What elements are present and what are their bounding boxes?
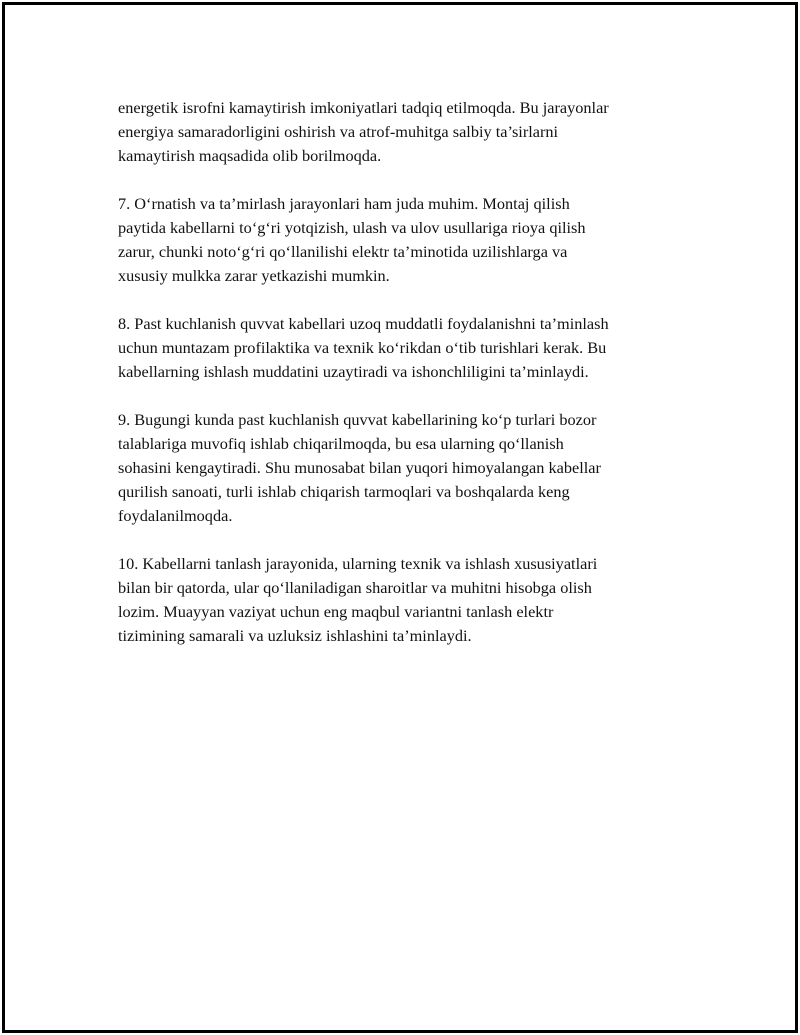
paragraph-item-9 <box>118 408 693 528</box>
text-line: xususiy mulkka zarar yetkazishi mumkin. <box>118 266 390 285</box>
text-line: 7. O‘rnatish va ta’mirlash jarayonlari ham juda muhim. Montaj qilish <box>118 194 570 213</box>
text-line: zarur, chunki noto‘g‘ri qo‘llanilishi elektr ta’minotida uzilishlarga va <box>118 242 568 261</box>
page-frame <box>2 2 798 1033</box>
paragraph-item-10 <box>118 552 693 648</box>
text-line: foydalanilmoqda. <box>118 506 233 525</box>
document-body <box>118 96 693 672</box>
text-line: sohasini kengaytiradi. Shu munosabat bilan yuqori himoyalangan kabellar <box>118 458 601 477</box>
paragraph-item-7 <box>118 192 693 288</box>
text-line: lozim. Muayyan vaziyat uchun eng maqbul variantni tanlash elektr <box>118 602 554 621</box>
text-line: 8. Past kuchlanish quvvat kabellari uzoq muddatli foydalanishni ta’minlash <box>118 314 609 333</box>
text-line: 9. Bugungi kunda past kuchlanish quvvat kabellarining ko‘p turlari bozor <box>118 410 597 429</box>
text-line: paytida kabellarni to‘g‘ri yotqizish, ulash va ulov usullariga rioya qilish <box>118 218 586 237</box>
text-line: 10. Kabellarni tanlash jarayonida, ularning texnik va ishlash xususiyatlari <box>118 554 598 573</box>
text-line: energetik isrofni kamaytirish imkoniyatlari tadqiq etilmoqda. Bu jarayonlar <box>118 98 609 117</box>
text-line: tizimining samarali va uzluksiz ishlashini ta’minlaydi. <box>118 626 472 645</box>
paragraph-continuation <box>118 96 693 168</box>
text-line: kabellarning ishlash muddatini uzaytiradi va ishonchliligini ta’minlaydi. <box>118 362 589 381</box>
text-line: kamaytirish maqsadida olib borilmoqda. <box>118 146 382 165</box>
text-line: bilan bir qatorda, ular qo‘llaniladigan sharoitlar va muhitni hisobga olish <box>118 578 592 597</box>
text-line: talablariga muvofiq ishlab chiqarilmoqda, bu esa ularning qo‘llanish <box>118 434 564 453</box>
text-line: qurilish sanoati, turli ishlab chiqarish tarmoqlari va boshqalarda keng <box>118 482 570 501</box>
paragraph-item-8 <box>118 312 693 384</box>
text-line: energiya samaradorligini oshirish va atrof-muhitga salbiy ta’sirlarni <box>118 122 559 141</box>
text-line: uchun muntazam profilaktika va texnik ko‘rikdan o‘tib turishlari kerak. Bu <box>118 338 607 357</box>
